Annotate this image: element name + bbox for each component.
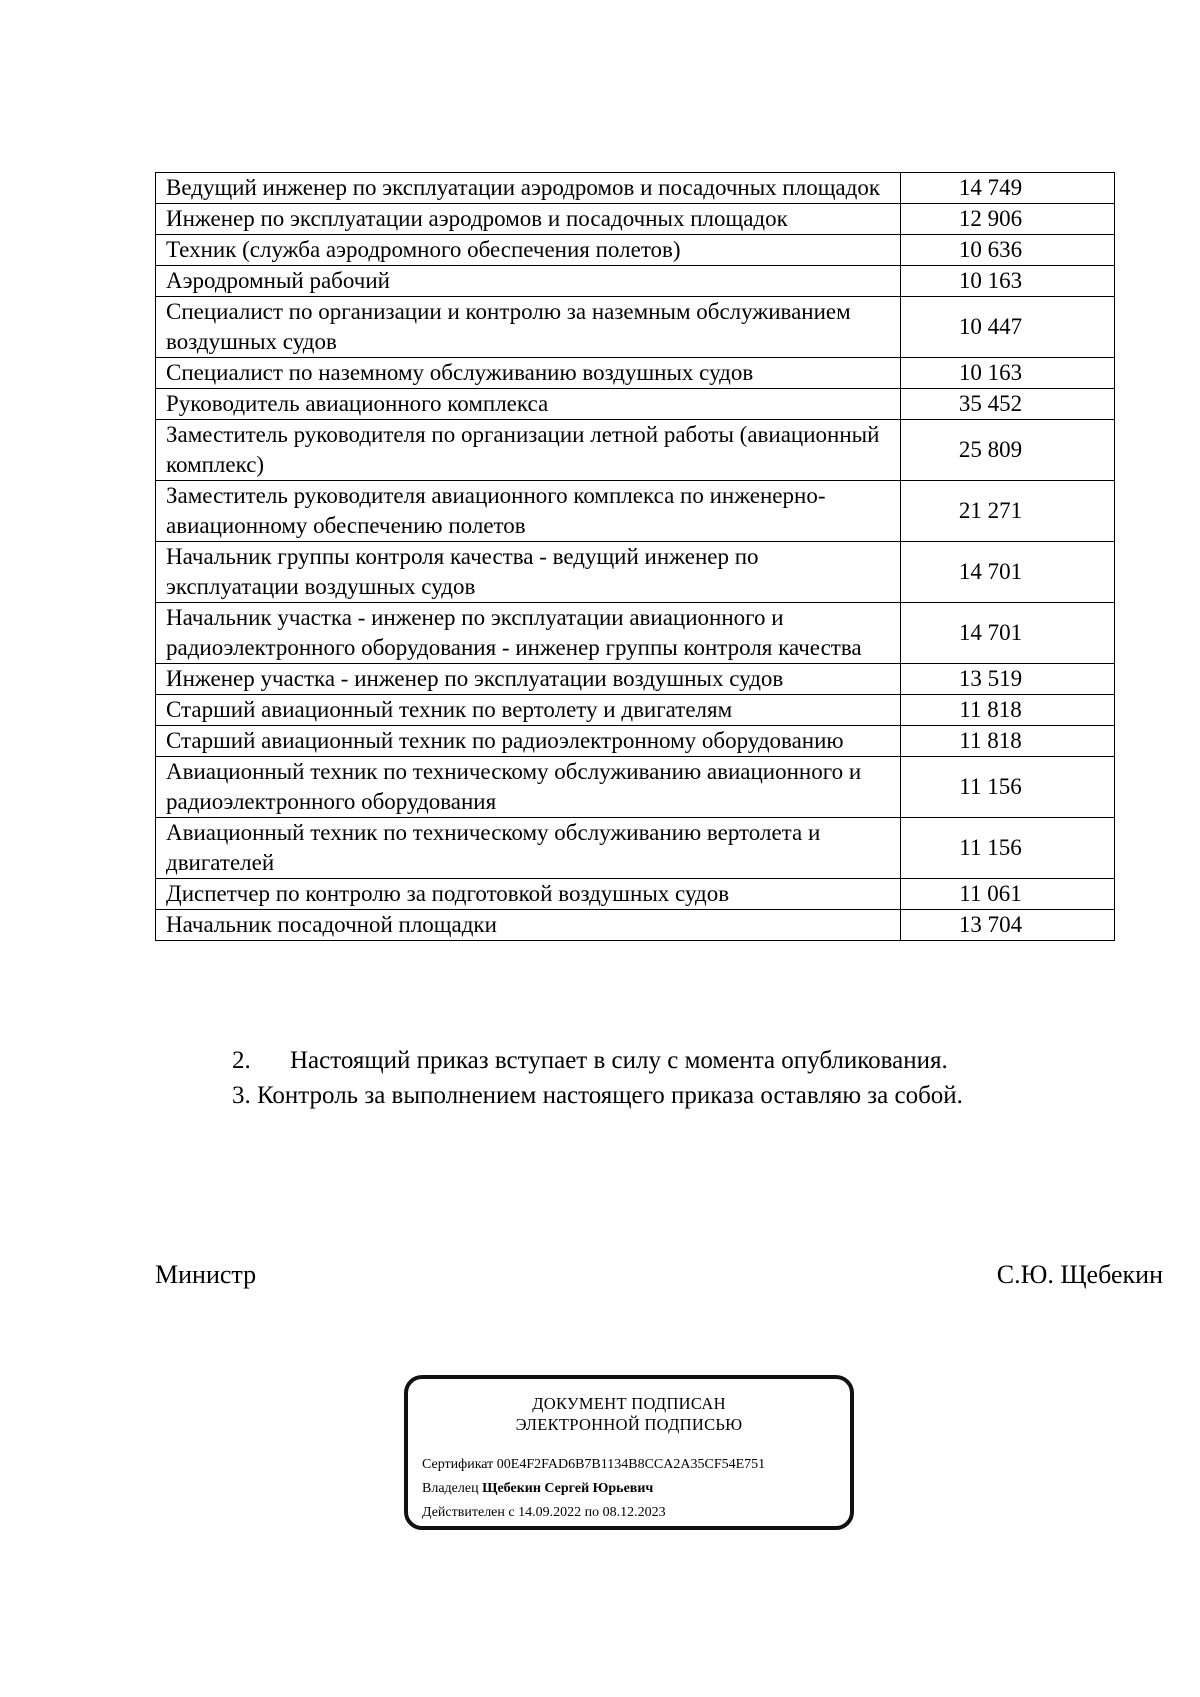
- position-cell: Аэродромный рабочий: [156, 266, 901, 297]
- stamp-certificate-label: Сертификат: [422, 1457, 494, 1472]
- stamp-valid-from: 14.09.2022: [518, 1505, 582, 1520]
- paragraph-2-text: Настоящий приказ вступает в силу с момента опубликования.: [290, 1047, 948, 1074]
- position-cell: Начальник участка - инженер по эксплуатации авиационного и радиоэлектронного оборудования - инженер группы контроля качества: [156, 603, 901, 664]
- salary-cell: 35 452: [901, 389, 1115, 420]
- salary-cell: 11 156: [901, 757, 1115, 818]
- salary-cell: 10 163: [901, 358, 1115, 389]
- position-cell: Руководитель авиационного комплекса: [156, 389, 901, 420]
- stamp-certificate: [422, 1453, 850, 1477]
- salary-table-body: [156, 173, 1115, 941]
- stamp-header: [408, 1393, 850, 1435]
- position-cell: Авиационный техник по техническому обслуживанию вертолета и двигателей: [156, 818, 901, 879]
- table-row: [156, 603, 1115, 664]
- position-cell: Специалист по организации и контролю за наземным обслуживанием воздушных судов: [156, 297, 901, 358]
- table-row: [156, 389, 1115, 420]
- position-cell: Заместитель руководителя по организации летной работы (авиационный комплекс): [156, 420, 901, 481]
- table-row: [156, 818, 1115, 879]
- table-row: [156, 235, 1115, 266]
- stamp-owner-label: Владелец: [422, 1481, 479, 1496]
- salary-cell: 14 749: [901, 173, 1115, 204]
- stamp-owner-value: Щебекин Сергей Юрьевич: [482, 1481, 654, 1496]
- table-row: [156, 542, 1115, 603]
- paragraph-2-number: 2.: [232, 1047, 251, 1074]
- position-cell: Инженер по эксплуатации аэродромов и посадочных площадок: [156, 204, 901, 235]
- stamp-header-line-2: ЭЛЕКТРОННОЙ ПОДПИСЬЮ: [515, 1415, 743, 1434]
- position-cell: Специалист по наземному обслуживанию воздушных судов: [156, 358, 901, 389]
- position-cell: Авиационный техник по техническому обслуживанию авиационного и радиоэлектронного оборудования: [156, 757, 901, 818]
- stamp-validity: [422, 1501, 850, 1525]
- position-cell: Заместитель руководителя авиационного комплекса по инженерно-авиационному обеспечению полетов: [156, 481, 901, 542]
- salary-cell: 11 818: [901, 695, 1115, 726]
- stamp-valid-to-label: по: [584, 1505, 600, 1520]
- position-cell: Ведущий инженер по эксплуатации аэродромов и посадочных площадок: [156, 173, 901, 204]
- position-cell: Начальник группы контроля качества - ведущий инженер по эксплуатации воздушных судов: [156, 542, 901, 603]
- paragraph-2: [232, 1046, 948, 1076]
- table-row: [156, 204, 1115, 235]
- position-cell: Начальник посадочной площадки: [156, 910, 901, 941]
- salary-cell: 11 061: [901, 879, 1115, 910]
- stamp-certificate-value: 00E4F2FAD6B7B1134B8CCA2A35CF54E751: [496, 1457, 766, 1472]
- position-cell: Инженер участка - инженер по эксплуатации воздушных судов: [156, 664, 901, 695]
- table-row: [156, 695, 1115, 726]
- salary-cell: 10 447: [901, 297, 1115, 358]
- salary-cell: 13 519: [901, 664, 1115, 695]
- paragraph-3: 3. Контроль за выполнением настоящего приказа оставляю за собой.: [232, 1082, 963, 1109]
- salary-table: [155, 172, 1115, 941]
- position-cell: Техник (служба аэродромного обеспечения полетов): [156, 235, 901, 266]
- stamp-valid-to: 08.12.2023: [602, 1505, 666, 1520]
- salary-cell: 14 701: [901, 603, 1115, 664]
- position-cell: Диспетчер по контролю за подготовкой воздушных судов: [156, 879, 901, 910]
- table-row: [156, 481, 1115, 542]
- table-row: [156, 420, 1115, 481]
- salary-cell: 10 163: [901, 266, 1115, 297]
- table-row: [156, 726, 1115, 757]
- table-row: [156, 910, 1115, 941]
- salary-cell: 13 704: [901, 910, 1115, 941]
- table-row: [156, 173, 1115, 204]
- salary-cell: 14 701: [901, 542, 1115, 603]
- position-cell: Старший авиационный техник по радиоэлектронному оборудованию: [156, 726, 901, 757]
- stamp-owner: [422, 1477, 850, 1501]
- signer-name: С.Ю. Щебекин: [996, 1260, 1163, 1289]
- table-row: [156, 266, 1115, 297]
- salary-cell: 21 271: [901, 481, 1115, 542]
- table-row: [156, 297, 1115, 358]
- salary-cell: 11 818: [901, 726, 1115, 757]
- salary-cell: 25 809: [901, 420, 1115, 481]
- salary-cell: 12 906: [901, 204, 1115, 235]
- table-row: [156, 757, 1115, 818]
- stamp-details: [422, 1453, 850, 1525]
- position-cell: Старший авиационный техник по вертолету и двигателям: [156, 695, 901, 726]
- stamp-validity-label: Действителен с: [422, 1505, 515, 1520]
- salary-cell: 10 636: [901, 235, 1115, 266]
- signer-title: Министр: [155, 1260, 257, 1289]
- salary-cell: 11 156: [901, 818, 1115, 879]
- stamp-header-line-1: ДОКУМЕНТ ПОДПИСАН: [532, 1394, 726, 1413]
- table-row: [156, 664, 1115, 695]
- electronic-signature-stamp: [404, 1375, 854, 1530]
- table-row: [156, 358, 1115, 389]
- table-row: [156, 879, 1115, 910]
